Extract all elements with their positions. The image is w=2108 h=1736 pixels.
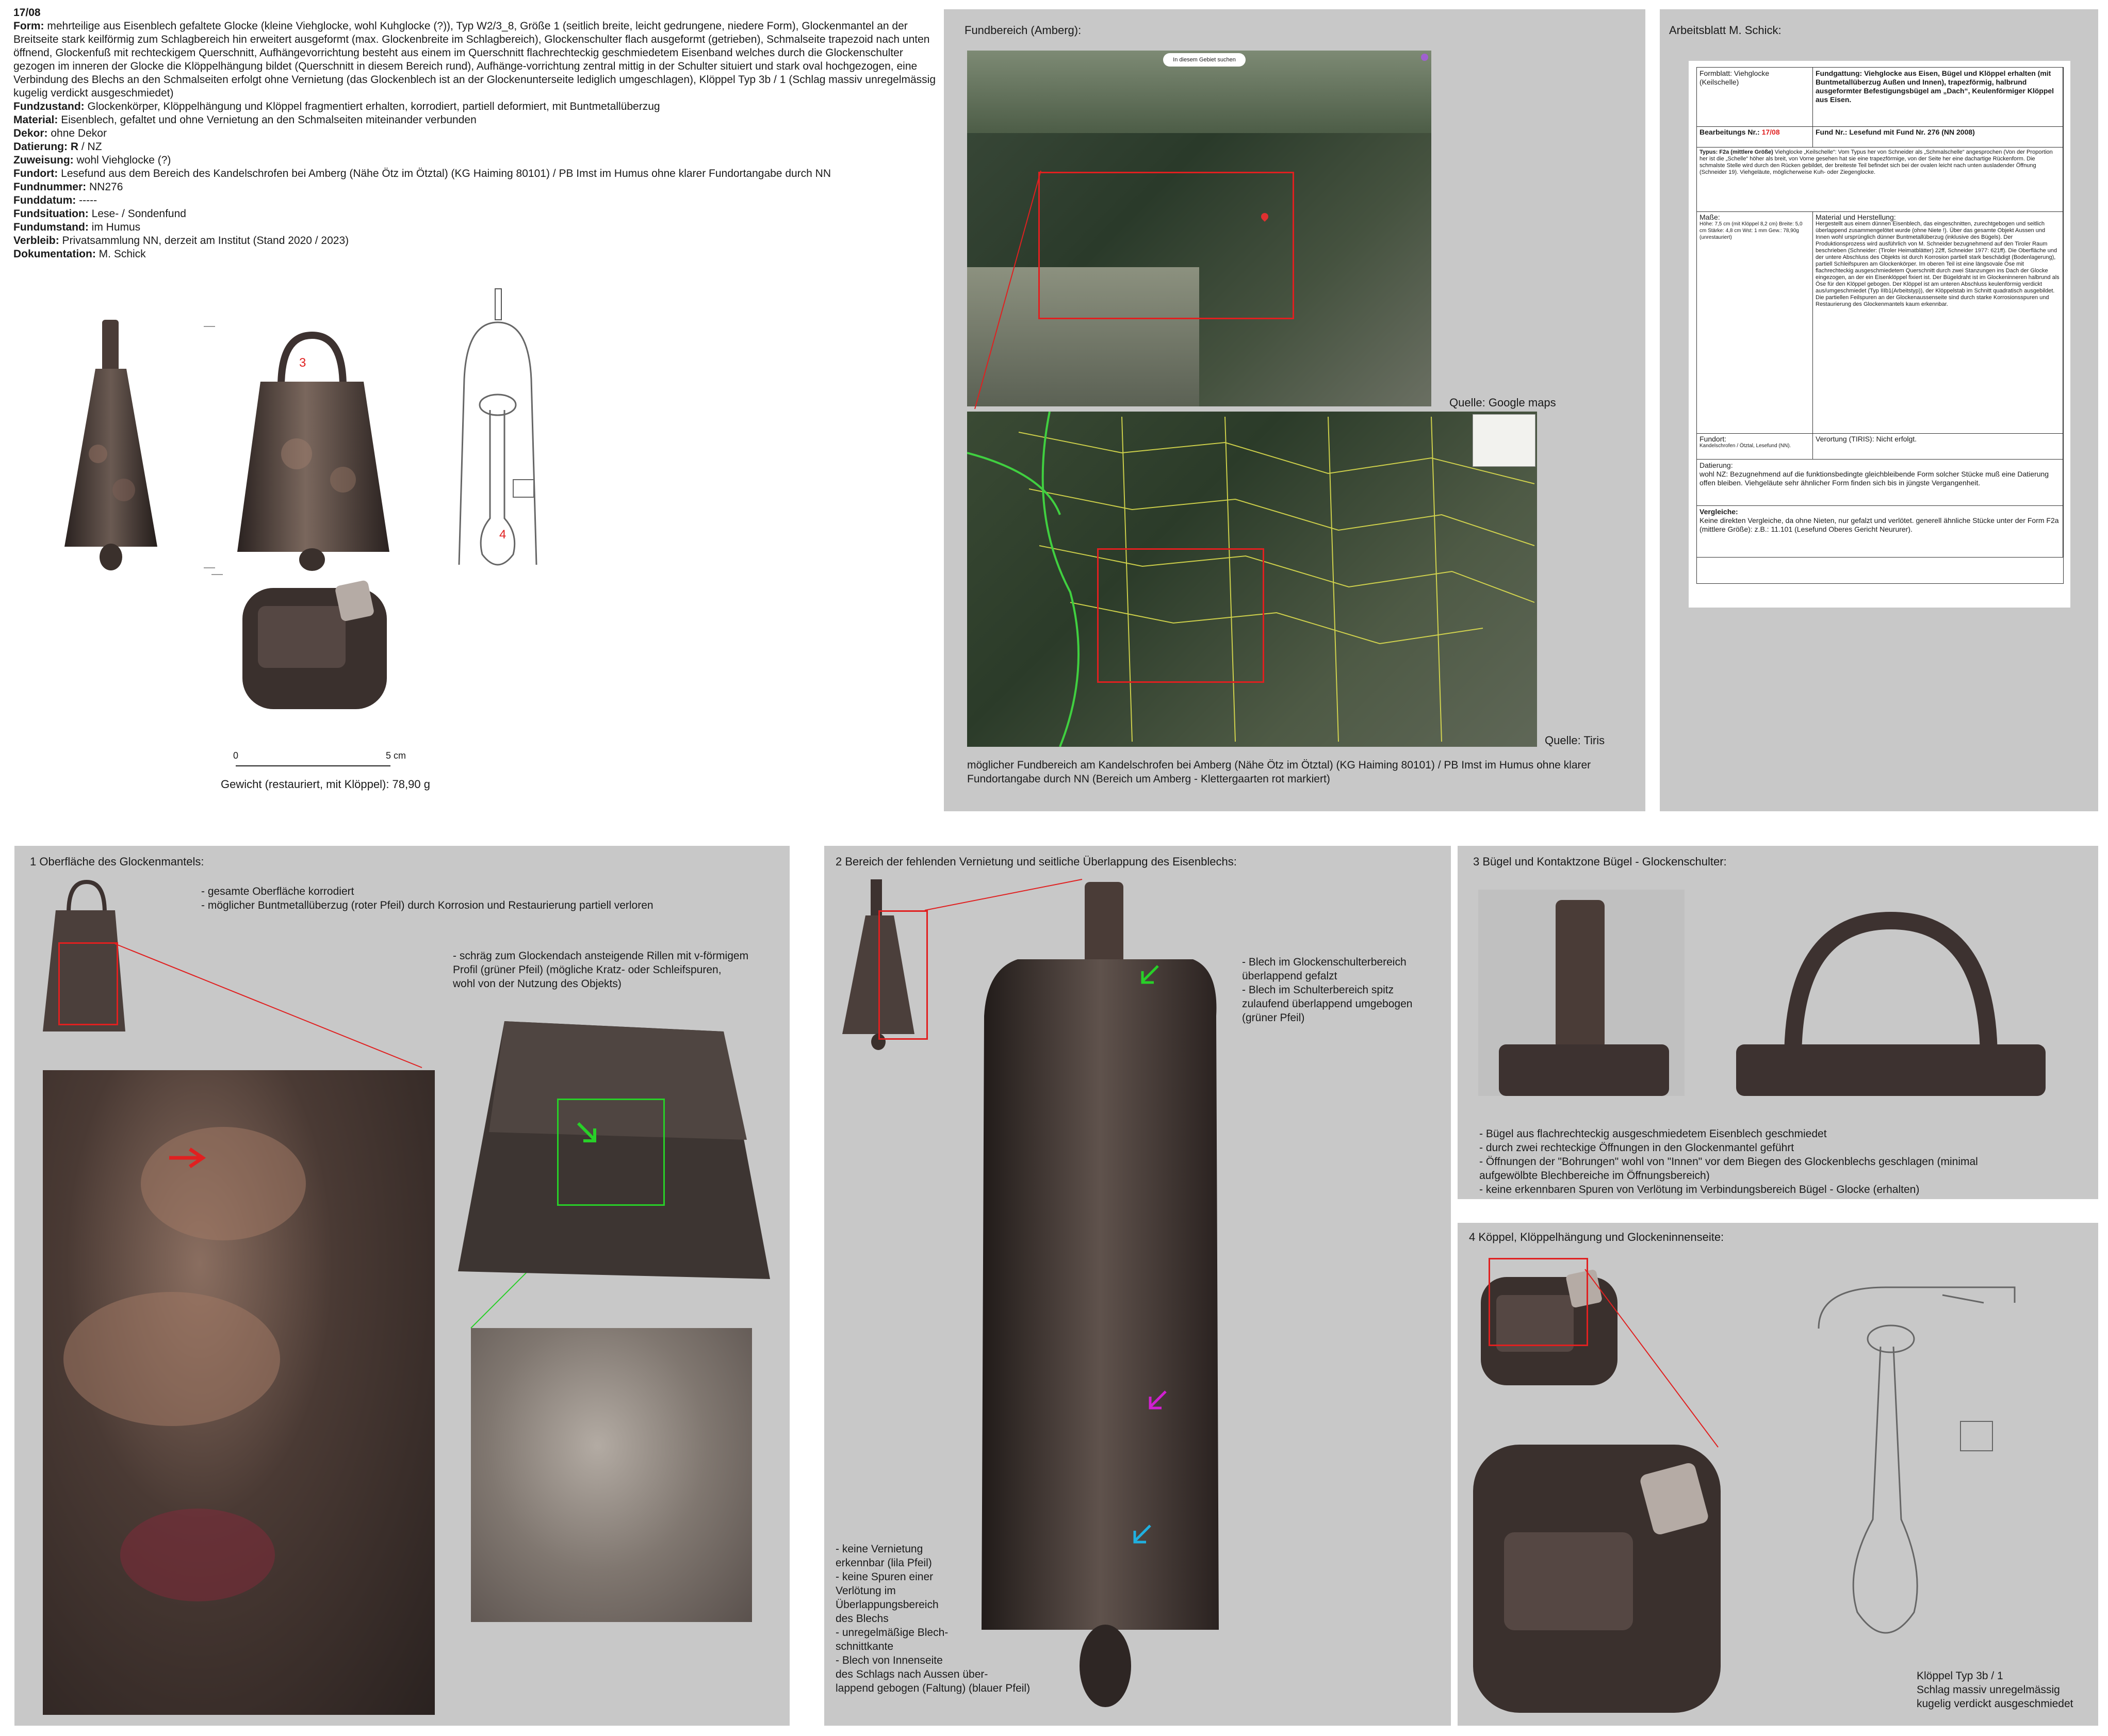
funddatum-label: Funddatum: — [13, 194, 76, 206]
fundsituation-text: Lese- / Sondenfund — [91, 208, 186, 220]
ws-fundgattung: Fundgattung: Viehglocke aus Eisen, Bügel und Klöppel erhalten (mit Buntmetallüberzug Außen und Innen), trapezförmig, halbrund ausgeformter Befestigungsbügel am „Dach“, Keulenförmiger Klöppel aus Eisen. — [1813, 68, 2063, 127]
object-description — [13, 6, 937, 261]
ws-datierung-label: Datierung: — [1700, 461, 1733, 469]
panel-4-kloeppel — [1458, 1223, 2098, 1726]
form-label: Form: — [13, 20, 44, 32]
purple-arrow-icon — [1144, 1387, 1170, 1413]
ws-typus-label: Typus: F2a (mittlere Größe) — [1700, 149, 1773, 155]
fundsituation-label: Fundsituation: — [13, 208, 89, 220]
fundbereich-title: Fundbereich (Amberg): — [965, 24, 1082, 37]
fundzustand-text: Glockenkörper, Klöppelhängung und Klöppel fragmentiert erhalten, korrodiert, partiell deformiert, mit Buntmetallüberzug — [87, 101, 660, 112]
label-3: 3 — [299, 356, 306, 370]
arbeitsblatt-title: Arbeitsblatt M. Schick: — [1669, 24, 1782, 37]
doku-text: M. Schick — [99, 248, 146, 260]
ws-vergleiche-label: Vergleiche: — [1700, 507, 1738, 516]
dekor-label: Dekor: — [13, 127, 48, 139]
ws-fundort — [1697, 434, 1813, 460]
ws-bearb-nr: 17/08 — [1761, 128, 1780, 136]
panel1-notes-a: - gesamte Oberfläche korrodiert - möglicher Buntmetallüberzug (roter Pfeil) durch Korrosion und Restaurierung partiell verloren — [201, 886, 653, 911]
tick — [211, 574, 223, 575]
label-4: 4 — [499, 528, 506, 542]
ws-fundort-text: Kandelschrofen / Ötztal, Lesefund (NN). — [1700, 443, 1791, 449]
ws-datierung — [1697, 460, 2063, 506]
ws-fund-nr: Fund Nr.: Lesefund mit Fund Nr. 276 (NN 2008) — [1813, 127, 2063, 148]
datierung-text: / NZ — [81, 141, 102, 153]
panel2-notes-b: - keine Vernietung erkennbar (lila Pfeil) - keine Spuren einer Verlötung im Überlappungsbereich des Blechs - unregelmäßige Blech- schnittkante - Blech von Innenseite des Schlags nach Aussen über- lappend gebogen (Faltung) (blauer Pfeil) — [836, 1543, 1031, 1694]
funddatum-text: ----- — [79, 194, 97, 206]
bell-side-photo — [62, 320, 160, 572]
fundbereich-panel — [944, 9, 1645, 811]
worksheet-sheet — [1689, 61, 2070, 608]
tick — [204, 326, 215, 327]
fundort-label: Fundort: — [13, 168, 58, 179]
bell-bottom-photo — [237, 575, 392, 714]
panel-1-surface — [14, 846, 790, 1726]
ws-typus-text: Viehglocke „Keilschelle“: Vom Typus her von Schneider als „Schmalschelle“ angesprochen (Von der Proportion her ist die „Schelle“ höher als breit, von Vorne gesehen hat sie eine trapezförmige, von der Seite her eine dachartige Rückenform. Die schmalste Stelle wird durch den Rücken gebildet, der breiteste Teil befindet sich bei der ovalen leicht nach unten ausladender Öffnung (Schneider 19). Viehgeläute, möglicherweise Kuh- oder Ziegenglocke. — [1700, 149, 2053, 175]
green-arrow-icon-2 — [1136, 962, 1162, 988]
material-text: Eisenblech, gefaltet und ohne Vernietung an den Schmalseiten miteinander verbunden — [61, 114, 477, 126]
panel1-green-marker — [557, 1099, 665, 1206]
ws-material — [1813, 212, 2063, 434]
verbleib-text: Privatsammlung NN, derzeit am Institut (Stand 2020 / 2023) — [62, 235, 349, 247]
fundnummer-text: NN276 — [89, 181, 123, 193]
tiris-map[interactable] — [967, 412, 1537, 747]
panel-2-overlap — [824, 846, 1451, 1726]
panel4-kloeppel-drawing — [1808, 1282, 2056, 1653]
map-search-text: In diesem Gebiet suchen — [1173, 57, 1236, 63]
object-id: 17/08 — [13, 7, 41, 19]
panel1-notes-b: - schräg zum Glockendach ansteigende Rillen mit v-förmigem Profil (grüner Pfeil) (mögliche Kratz- oder Schleifspuren, wohl von der Nutzung des Objekts) — [453, 950, 749, 990]
ws-bearbeitung — [1697, 127, 1813, 148]
ws-vergleiche — [1697, 506, 2063, 558]
tiris-source: Quelle: Tiris — [1545, 734, 1605, 747]
ws-masse — [1697, 212, 1813, 434]
blue-arrow-icon — [1129, 1521, 1154, 1547]
weight-caption: Gewicht (restauriert, mit Klöppel): 78,90 g — [221, 778, 430, 791]
ws-material-text: Hergestellt aus einem dünnen Eisenblech, das eingeschnitten, zurechtgebogen und seitlich überlappend zusammengelötet wurde (ohne Niete !). Über das gesamte Objekt Aussen und Innen wohl ursprünglich dünner Buntmetallüberzug (inklusive des Bügels). Der Produktionsprozess wird ausführlich von M. Schneider bezugnehmend auf den Tiroler Raum beschrieben (Schneider: (Tiroler Heimatblätter) 22ff, Schneider 1977: 621ff). Die Oberfläche und der untere Abschluss des Objekts ist durch Korrosion partiell stark beschädigt (Bodenlagerung), partiell Schleifspuren am Glockenkörper. Im oberen Teil ist eine längsovale Öse mit flachrechteckig ausgeschmiedetem Querschnitt durch zwei Stanzungen ins Dach der Glocke eingezogen, an der ein Eisenklöppel fixiert ist. Der Bügeldraht ist im Glockeninneren halbrund als Öse für den Klöppel gebogen. Der Klöppel ist am unteren Abschluss keulenförmig verdickt aus/umgeschmiedet (Typ IIIb1(Arbeitstyp)), der Klöppelstab im Schnitt quadratisch ausgebildet. Die partiellen Feilspuren an der Glockenaussenseite sind durch starke Korrosionsspuren und Restaurierung des Glockenmantels kaum erkennbar. — [1816, 221, 2060, 307]
panel3-photos — [1478, 890, 2071, 1096]
worksheet-table — [1696, 67, 2064, 584]
material-label: Material: — [13, 114, 58, 126]
form-text: mehrteilige aus Eisenblech gefaltete Glocke (kleine Viehglocke, wohl Kuhglocke (?)), Typ W2/3_8, Größe 1 (seitlich breite, leicht gedrungene, niedere Form), Glockenmantel an der Breitseite stark keilförmig zum Schlagbereich hin erweitert ausgeformt (max. Glockenbreite im Schlagbereich), Glockenschulter flach ausgeformt (getrieben), Schmalseite trapezoid nach unten öffnend, Glockenfuß mit rechteckigem Querschnitt, Aufhängevorrichtung besteht aus einem im Querschnitt flachrechteckig geschmiedetem Eisenband welches durch die Glockenschulter gezogen im inneren der Glocke die Klöppelhängung bildet (Querschnitt in diesem Bereich rund), Aufhänge-vorrichtung zentral mittig in der Schulter situiert und stark oval hochgezogen, eine Verbindung des Blechs an den Schmalseiten erfolgt ohne Vernietung (das Glockenblech ist an der Glockenunterseite lediglich umgeschlagen), Klöppel Typ 3b / 1 (Schlag massiv unregelmässig kugelig verdickt ausgeschmiedet) — [13, 20, 936, 99]
ws-formblatt: Formblatt: Viehglocke (Keilschelle) — [1697, 68, 1813, 127]
fundzustand-label: Fundzustand: — [13, 101, 85, 112]
scale-bar — [236, 765, 390, 766]
panel1-title: 1 Oberfläche des Glockenmantels: — [30, 855, 204, 868]
panel2-title: 2 Bereich der fehlenden Vernietung und seitliche Überlappung des Eisenblechs: — [836, 855, 1237, 868]
arbeitsblatt-panel — [1660, 9, 2098, 811]
doku-label: Dokumentation: — [13, 248, 96, 260]
ws-masse-text: Höhe: 7,5 cm (mit Klöppel 8,2 cm) Breite: 5,0 cm Stärke: 4,8 cm Wst: 1 mm Gew.: 78,90g (unrestauriert) — [1700, 221, 1803, 240]
tiris-overview-map — [1473, 414, 1535, 467]
zuweisung-label: Zuweisung: — [13, 154, 74, 166]
panel1-detail-photo — [471, 1328, 752, 1622]
datierung-label: Datierung: — [13, 141, 68, 153]
verbleib-label: Verbleib: — [13, 235, 59, 247]
fundort-text: Lesefund aus dem Bereich des Kandelschrofen bei Amberg (Nähe Ötz im Ötztal) (KG Haiming 80101) / PB Imst im Humus ohne klarer Fundortangabe durch NN — [61, 168, 831, 179]
ws-vergleiche-text: Keine direkten Vergleiche, da ohne Nieten, nur gefalzt und verlötet. generell ähnliche Stücke unter der Form F2a (mittlere Größe): z.B.: 11.101 (Lesefund Oberes Gericht Neururer). — [1700, 516, 2059, 533]
panel3-title: 3 Bügel und Kontaktzone Bügel - Glockenschulter: — [1473, 855, 1727, 868]
panel4-title: 4 Köppel, Klöppelhängung und Glockeninnenseite: — [1469, 1231, 1724, 1243]
ws-datierung-text: wohl NZ: Bezugnehmend auf die funktionsbedingte gleichbleibende Form solcher Stücke muß eine Datierung offen bleiben. Viehgeläute sehr ähnlicher Form finden sich bis in jüngste Vergangenheit. — [1700, 470, 2049, 487]
fundbereich-caption: möglicher Fundbereich am Kandelschrofen bei Amberg (Nähe Ötz im Ötztal) (KG Haiming 80101) / PB Imst im Humus ohne klarer Fundortangabe durch NN (Bereich um Amberg - Klettergaarten rot markiert) — [967, 759, 1591, 785]
datierung-r: R — [70, 141, 79, 153]
tick — [204, 567, 215, 568]
panel4-caption: Klöppel Typ 3b / 1 Schlag massiv unregelmässig kugelig verdickt ausgeschmiedet — [1917, 1670, 2073, 1710]
ws-verortung: Verortung (TIRIS): Nicht erfolgt. — [1813, 434, 2063, 460]
bell-front-photo — [235, 325, 389, 572]
green-arrow-icon — [574, 1119, 605, 1150]
google-source: Quelle: Google maps — [1449, 396, 1556, 409]
dekor-text: ohne Dekor — [51, 127, 107, 139]
zuweisung-text: wohl Viehglocke (?) — [76, 154, 171, 166]
panel4-interior-photo — [1473, 1445, 1721, 1713]
panel-3-buegel — [1458, 846, 2098, 1199]
ws-material-label: Material und Herstellung: — [1816, 213, 1896, 221]
bell-technical-drawing — [418, 286, 547, 580]
fundumstand-label: Fundumstand: — [13, 221, 89, 233]
scale-five: 5 cm — [386, 750, 406, 761]
scale-zero: 0 — [233, 750, 239, 761]
find-area-marker-tiris — [1097, 548, 1264, 683]
panel3-notes: - Bügel aus flachrechteckig ausgeschmiedetem Eisenblech geschmiedet - durch zwei rechteckige Öffnungen in den Glockenmantel geführt - Öffnungen der "Bohrungen" wohl von "Innen" vor dem Biegen des Glockenblechs geschlagen (minimal aufgewölbte Blechbereiche im Öffnungsbereich) - keine erkennbaren Spuren von Verlötung im Verbindungsbereich Bügel - Glocke (erhalten) — [1479, 1128, 1978, 1195]
panel2-notes-a: - Blech im Glockenschulterbereich überlappend gefalzt - Blech im Schulterbereich spitz zulaufend überlappend umgebogen (grüner Pfeil) — [1242, 956, 1413, 1024]
ws-masse-label: Maße: — [1700, 213, 1720, 221]
ws-bearb-label: Bearbeitungs Nr.: — [1700, 128, 1760, 136]
ws-fundort-label: Fundort: — [1700, 435, 1727, 443]
ws-typus — [1697, 148, 2063, 212]
fundumstand-text: im Humus — [91, 221, 141, 233]
fundnummer-label: Fundnummer: — [13, 181, 87, 193]
